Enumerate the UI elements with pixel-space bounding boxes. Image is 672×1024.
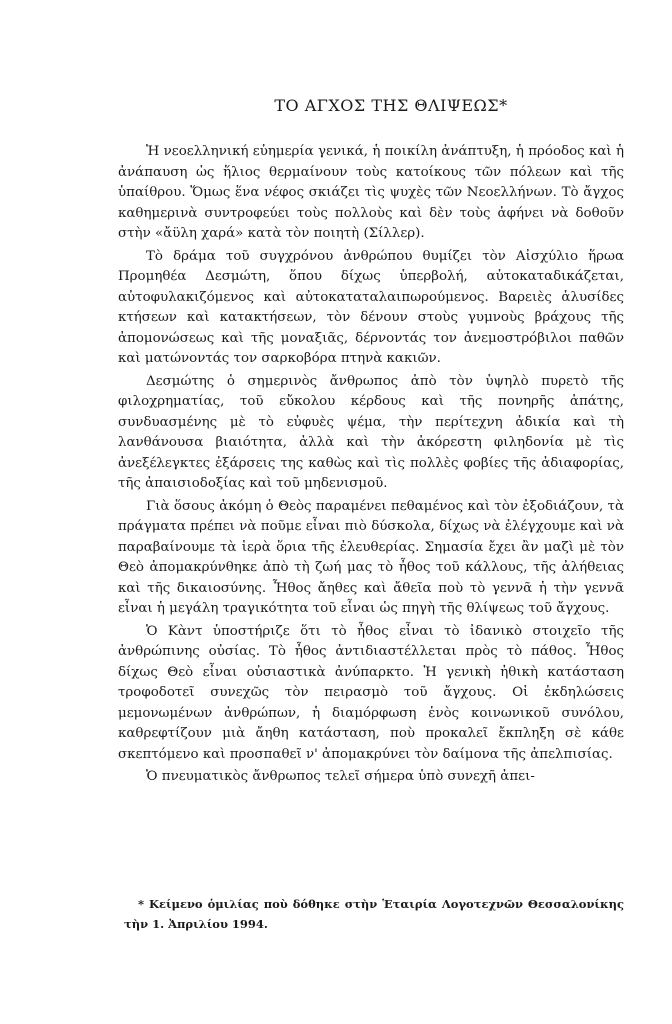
- paragraph: Ὁ πνευματικὸς ἄνθρωπος τελεῖ σήμερα ὑπὸ συνεχῆ ἀπει-: [146, 769, 535, 784]
- paragraph: Ὁ Κὰντ ὑποστήριζε ὅτι τὸ ἦθος εἶναι τὸ ἰδανικὸ στοιχεῖο τῆς ἀνθρώπινης οὐσίας. Τὸ ἦθος ἀντιδιαστέλλεται πρὸς τὸ πάθος. Ἦθος δίχως Θεὸ εἶναι οὐσιαστικὰ ἀνύπαρκτο. Ἡ γενικὴ ἠθικὴ κατάσταση τροφοδοτεῖ συνεχῶς τὸν πειρασμὸ τοῦ ἄγχους. Οἱ ἐκδηλώσεις μεμονωμένων ἀνθρώπων, ἡ διαμόρφωση ἑνὸς κοινωνικοῦ συνόλου, καθρεφτίζουν μιὰ ἄηθη κατάσταση, ποὺ προκαλεῖ ἔκπληξη σὲ κάθε σκεπτόμενο καὶ προσπαθεῖ ν' ἀπομακρύνει τὸν δαίμονα τῆς ἀπελπισίας.: [118, 623, 624, 762]
- paragraph: Δεσμώτης ὁ σημερινὸς ἄνθρωπος ἀπὸ τὸν ὑψηλὸ πυρετὸ τῆς φιλοχρηματίας, τοῦ εὔκολου κέρδους καὶ τῆς πονηρῆς ἀπάτης, συνδυασμένης μὲ τὸ εὐφυὲς ψέμα, τὴν περίτεχνη ἀδικία καὶ τὴ λανθάνουσα βιαιότητα, ἀλλὰ καὶ τὴν ἀκόρεστη φιληδονία μὲ τὶς ἀνεξέλεγκτες ἐξάρσεις της καθὼς καὶ τὶς πολλὲς φοβίες τῆς ἀδιαφορίας, τῆς ἀπαισιοδοξίας καὶ τοῦ μηδενισμοῦ.: [118, 373, 624, 491]
- document-body: [118, 96, 624, 788]
- footnote: * Κείμενο ὁμιλίας ποὺ δόθηκε στὴν Ἑταιρία Λογοτεχνῶν Θεσσαλονίκης τὴν 1. Ἀπριλίου 1994.: [124, 896, 624, 931]
- paragraph: Γιὰ ὅσους ἀκόμη ὁ Θεὸς παραμένει πεθαμένος καὶ τὸν ἐξοδιάζουν, τὰ πράγματα πρέπει νὰ ποῦμε εἶναι πιὸ δύσκολα, δίχως νὰ ἐλέγχουμε καὶ νὰ παραβαίνουμε τὰ ἱερὰ ὅρια τῆς ἐλευθερίας. Σημασία ἔχει ἂν μαζὶ μὲ τὸν Θεὸ ἀπομακρύνθηκε ἀπὸ τὴ ζωή μας τὸ ἦθος τοῦ κάλλους, τῆς ἀλήθειας καὶ τῆς δικαιοσύνης. Ἦθος ἄηθες καὶ ἄθεῖα ποὺ τὸ γεννᾶ ἡ τὴν γεννᾶ εἶναι ἡ μεγάλη τραγικότητα τοῦ εἶναι ὡς πηγὴ τῆς θλίψεως τοῦ ἄγχους.: [118, 498, 624, 616]
- document-title: ΤΟ ΑΓΧΟΣ ΤΗΣ ΘΛΙΨΕΩΣ*: [274, 96, 508, 115]
- paragraph: Τὸ δράμα τοῦ συγχρόνου ἀνθρώπου θυμίζει τὸν Αἰσχύλιο ἥρωα Προμηθέα Δεσμώτη, ὅπου δίχως ὑπερβολή, αὐτοκαταδικάζεται, αὐτοφυλακιζόμενος καὶ αὐτοκαταταλαιπωρούμενος. Βαρειὲς ἁλυσίδες κτήσεων καὶ κατακτήσεων, τὸν δένουν στοὺς γυμνοὺς βράχους τῆς ἀπομονώσεως καὶ τῆς μοναξιᾶς, δέρνοντάς τον ἀνεμοστρόβιλοι παθῶν καὶ ματώνοντάς τον σαρκοβόρα πτηνὰ κακιῶν.: [118, 248, 624, 366]
- paragraph: Ἡ νεοελληνική εὐημερία γενικά, ἡ ποικίλη ἀνάπτυξη, ἡ πρόοδος καὶ ἡ ἀνάπαυση ὡς ἥλιος θερμαίνουν τοὺς κατοίκους τῶν πόλεων καὶ τῆς ὑπαίθρου. Ὅμως ἕνα νέφος σκιάζει τὶς ψυχὲς τῶν Νεοελλήνων. Τὸ ἄγχος καθημερινὰ συντροφεύει τοὺς πολλοὺς καὶ δὲν τοὺς ἀφήνει νὰ δοθοῦν στὴν «ἄϋλη χαρά» κατὰ τὸν ποιητὴ (Σίλλερ).: [118, 144, 624, 241]
